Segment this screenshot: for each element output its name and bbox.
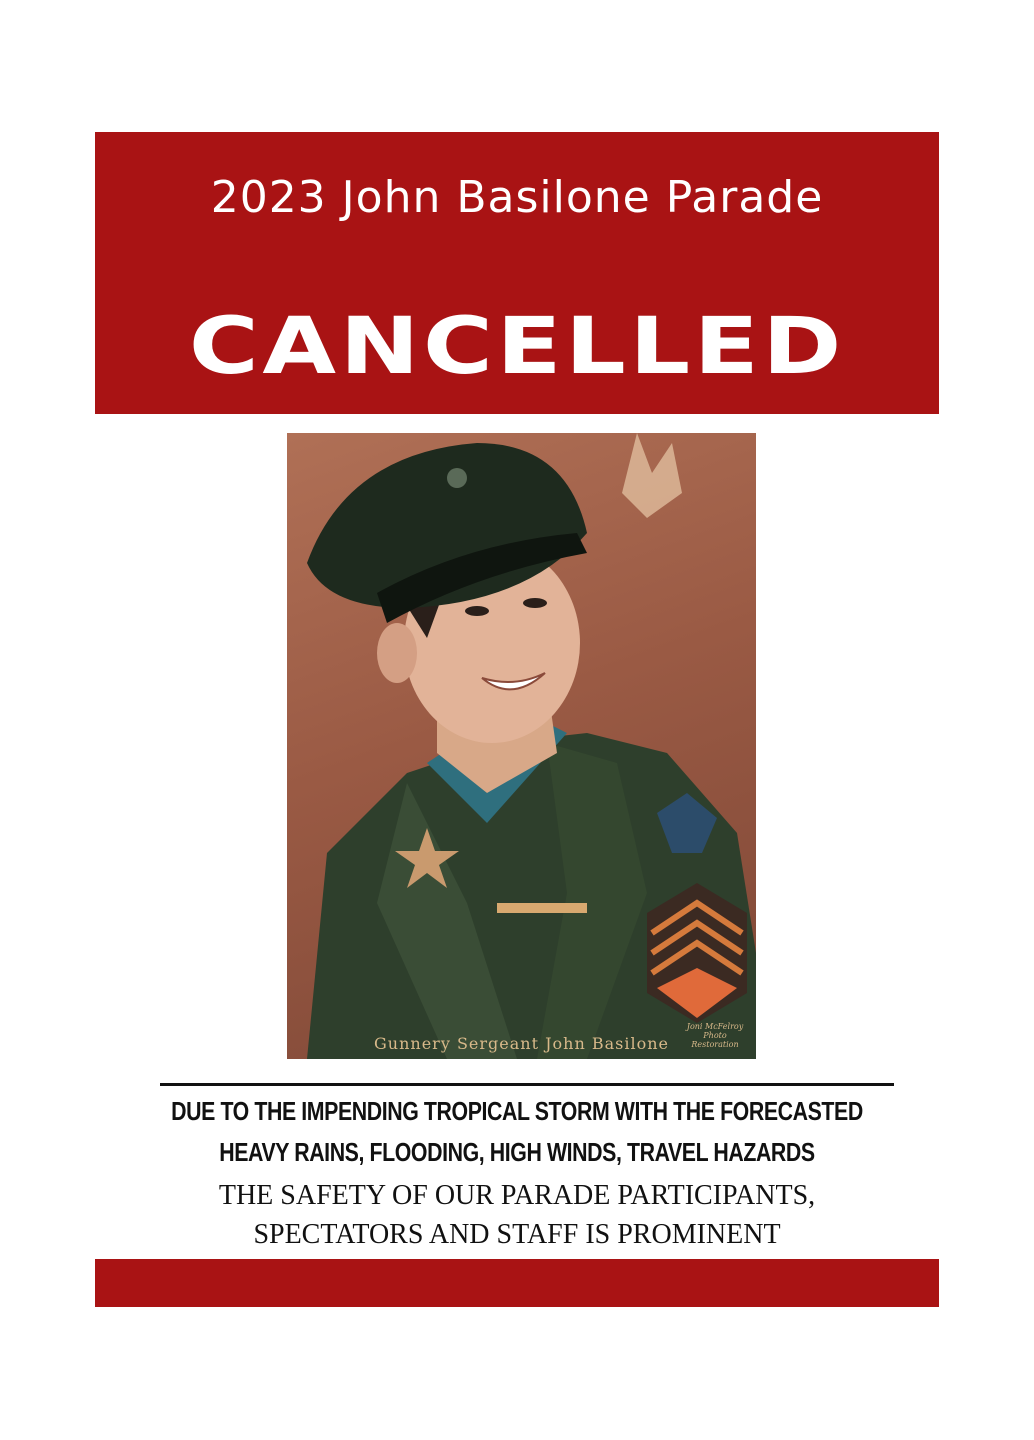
notice-line-4: SPECTATORS AND STAFF IS PROMINENT bbox=[253, 1219, 781, 1250]
photo-caption: Gunnery Sergeant John Basilone bbox=[374, 1034, 669, 1053]
notice-line-2: HEAVY RAINS, FLOODING, HIGH WINDS, TRAVEL HAZARDS bbox=[219, 1137, 815, 1167]
notice-line-1: DUE TO THE IMPENDING TROPICAL STORM WITH THE FORECASTED bbox=[171, 1096, 863, 1126]
divider-line bbox=[160, 1083, 894, 1086]
notice-line-3: THE SAFETY OF OUR PARADE PARTICIPANTS, bbox=[218, 1180, 816, 1211]
event-title: 2023 John Basilone Parade bbox=[210, 172, 824, 223]
soldier-portrait bbox=[287, 433, 756, 1059]
photo-credit: Joni McFelroy Photo Restoration bbox=[686, 1022, 744, 1049]
portrait-illustration bbox=[287, 433, 756, 1059]
cancelled-label: CANCELLED bbox=[188, 302, 846, 392]
bottom-banner bbox=[95, 1259, 939, 1307]
